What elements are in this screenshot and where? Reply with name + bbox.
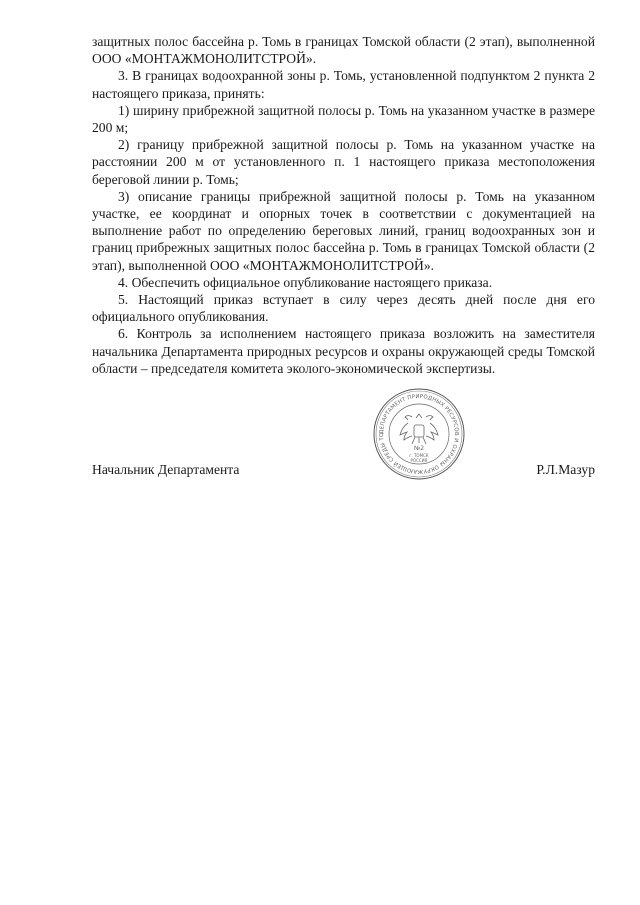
- paragraph-item-5: 5. Настоящий приказ вступает в силу через десять дней после дня его официального опубликования.: [92, 292, 595, 325]
- signatory-name: Р.Л.Мазур: [536, 462, 595, 477]
- seal-emblem-icon: [372, 387, 466, 481]
- paragraph-subitem-2: 2) границу прибрежной защитной полосы р. Томь на указанном участке на расстоянии 200 м от установленного п. 1 настоящего приказа местоположения береговой линии р. Томь;: [92, 137, 595, 187]
- paragraph-item-6: 6. Контроль за исполнением настоящего приказа возложить на заместителя начальника Департамента природных ресурсов и охраны окружающей среды Томской области – председателя комитета эколого-экономической экспертизы.: [92, 326, 595, 376]
- seal-city: г. ТОМСК: [409, 453, 429, 458]
- paragraph-item-4: 4. Обеспечить официальное опубликование настоящего приказа.: [118, 274, 493, 290]
- paragraph-subitem-1: 1) ширину прибрежной защитной полосы р. Томь на указанном участке в размере 200 м;: [92, 102, 595, 136]
- paragraph-item-3: 3. В границах водоохранной зоны р. Томь, установленной подпунктом 2 пункта 2 настоящего приказа, принять:: [92, 68, 595, 101]
- official-seal: [372, 387, 466, 481]
- paragraph-subitem-3: 3) описание границы прибрежной защитной полосы р. Томь на указанном участке, ее координат и опорных точек в соответствии с документацией на выполнение работ по определению береговых линий, границ водоохранных зон и границ прибрежных защитных полос бассейна р. Томь в границах Томской области (2 этап), выполненной ООО «МОНТАЖМОНОЛИТСТРОЙ».: [92, 188, 595, 273]
- document-body: [92, 33, 595, 377]
- signatory-position: Начальник Департамента: [92, 462, 240, 477]
- seal-country: РОССИЯ: [410, 458, 428, 463]
- seal-number: №2: [413, 445, 425, 452]
- seal-outer-text: ДЕПАРТАМЕНТ ПРИРОДНЫХ РЕСУРСОВ И ОХРАНЫ ОКРУЖАЮЩЕЙ СРЕДЫ ТО: [378, 393, 460, 475]
- paragraph-continuation: защитных полос бассейна р. Томь в границах Томской области (2 этап), выполненной ООО «МОНТАЖМОНОЛИТСТРОЙ».: [92, 34, 595, 67]
